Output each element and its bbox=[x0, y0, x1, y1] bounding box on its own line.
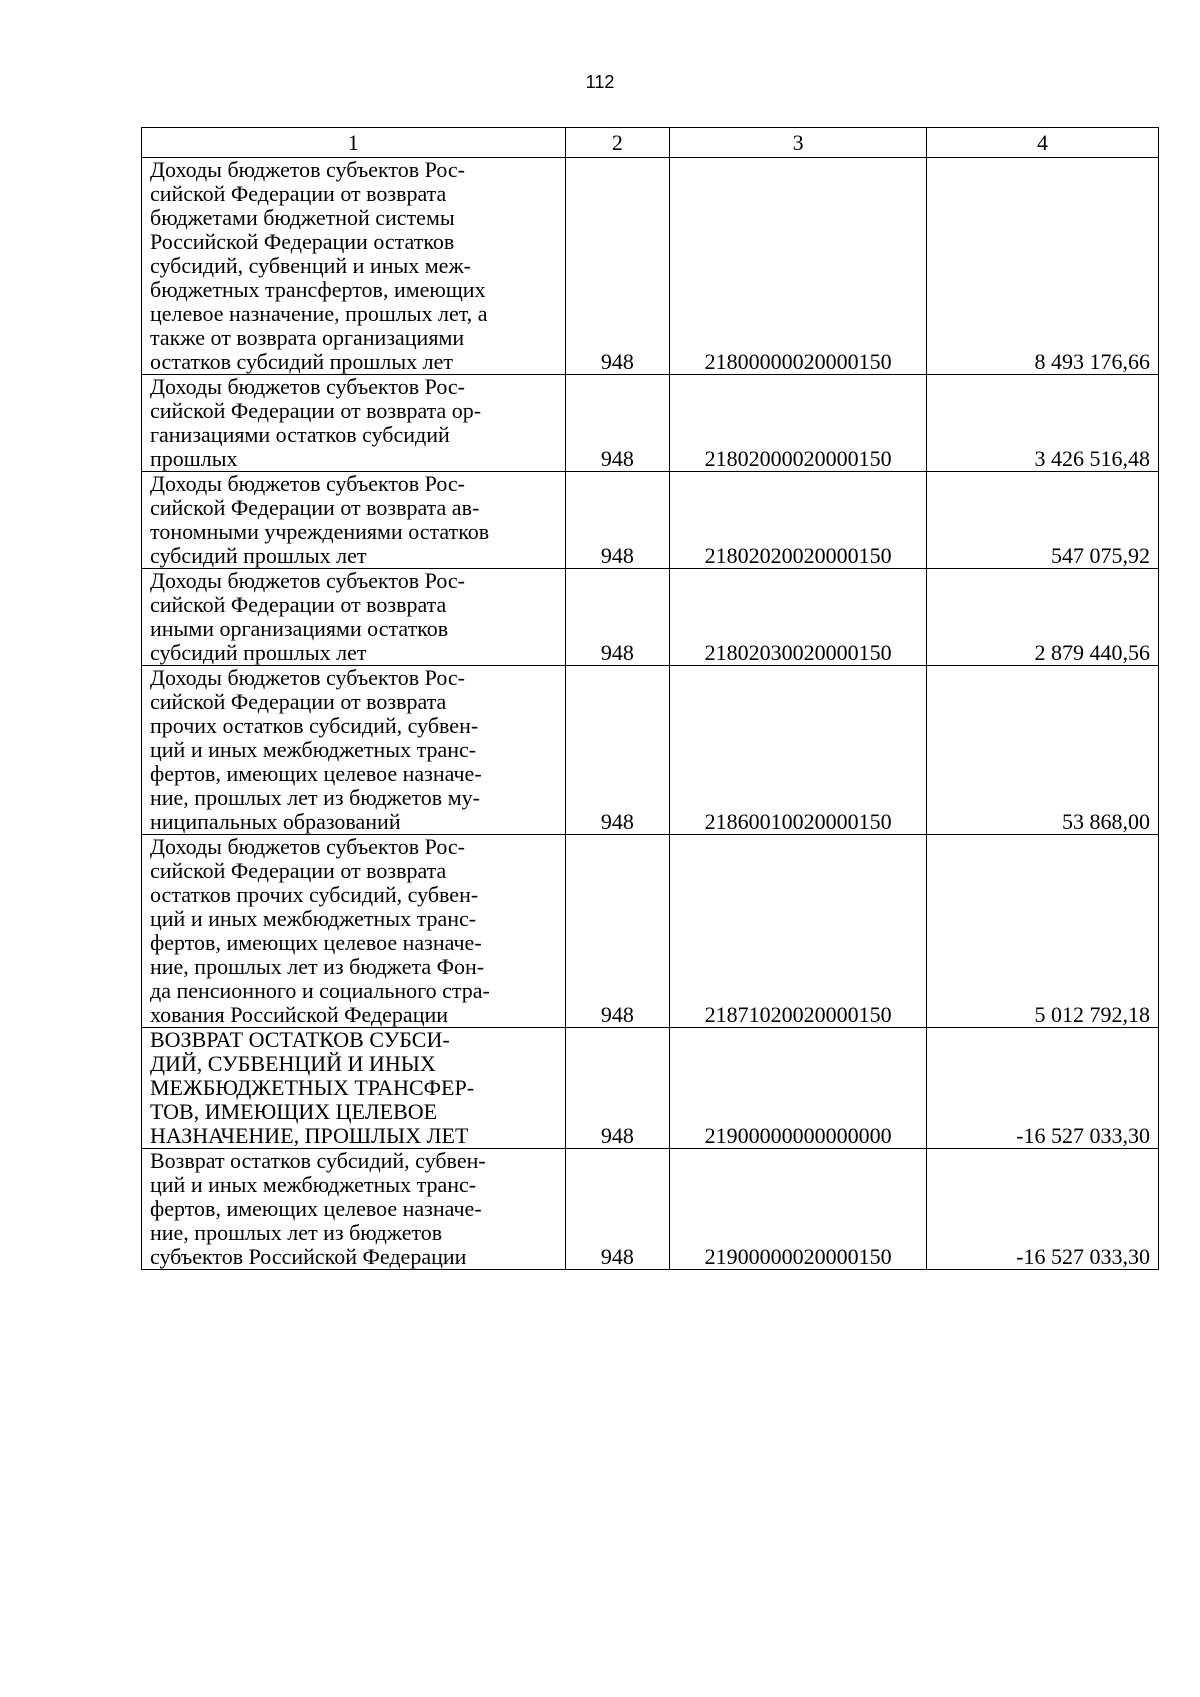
row-code-cell: 21871020020000150 bbox=[670, 835, 927, 1028]
table-row bbox=[142, 375, 1159, 472]
table-row bbox=[142, 472, 1159, 569]
row-code-cell: 21860010020000150 bbox=[670, 666, 927, 835]
row-name-cell: Доходы бюджетов субъектов Рос- сийской Федерации от возврата ав- тономными учреждениями остатков субсидий прошлых лет bbox=[142, 472, 566, 569]
row-admin-cell: 948 bbox=[565, 1149, 670, 1270]
row-name-cell: Доходы бюджетов субъектов Рос- сийской Федерации от возврата прочих остатков субсидий, субвен- ций и иных межбюджетных транс- фертов, имеющих целевое назначе- ние, прошлых лет из бюджетов му- ниципальных образований bbox=[142, 666, 566, 835]
row-admin-cell: 948 bbox=[565, 472, 670, 569]
header-row bbox=[142, 128, 1159, 158]
row-name-cell: Доходы бюджетов субъектов Рос- сийской Федерации от возврата бюджетами бюджетной системы Российской Федерации остатков субсидий, субвенций и иных меж- бюджетных трансфертов, имеющих целевое назначение, прошлых лет, а также от возврата организациями остатков субсидий прошлых лет bbox=[142, 158, 566, 375]
row-admin-cell: 948 bbox=[565, 1028, 670, 1149]
row-code-cell: 21802020020000150 bbox=[670, 472, 927, 569]
row-admin-cell: 948 bbox=[565, 569, 670, 666]
row-amount-cell: 8 493 176,66 bbox=[927, 158, 1159, 375]
table-row bbox=[142, 569, 1159, 666]
row-code-cell: 21802030020000150 bbox=[670, 569, 927, 666]
row-admin-cell: 948 bbox=[565, 835, 670, 1028]
row-name-cell: Доходы бюджетов субъектов Рос- сийской Федерации от возврата остатков прочих субсидий, субвен- ций и иных межбюджетных транс- фертов, имеющих целевое назначе- ние, прошлых лет из бюджета Фон- да пенсионного и социального стра- хования Российской Федерации bbox=[142, 835, 566, 1028]
budget-table bbox=[141, 127, 1159, 1270]
row-name-cell: Доходы бюджетов субъектов Рос- сийской Федерации от возврата ор- ганизациями остатков субсидий прошлых bbox=[142, 375, 566, 472]
column-header-4: 4 bbox=[927, 128, 1159, 158]
table-row bbox=[142, 158, 1159, 375]
column-header-2: 2 bbox=[565, 128, 670, 158]
row-name-cell: Возврат остатков субсидий, субвен- ций и иных межбюджетных транс- фертов, имеющих целевое назначе- ние, прошлых лет из бюджетов субъектов Российской Федерации bbox=[142, 1149, 566, 1270]
row-name-cell: ВОЗВРАТ ОСТАТКОВ СУБСИ- ДИЙ, СУБВЕНЦИЙ И ИНЫХ МЕЖБЮДЖЕТНЫХ ТРАНСФЕР- ТОВ, ИМЕЮЩИХ ЦЕЛЕВОЕ НАЗНАЧЕНИЕ, ПРОШЛЫХ ЛЕТ bbox=[142, 1028, 566, 1149]
row-admin-cell: 948 bbox=[565, 666, 670, 835]
row-admin-cell: 948 bbox=[565, 375, 670, 472]
table-body bbox=[142, 158, 1159, 1270]
table-row bbox=[142, 835, 1159, 1028]
page-number: 112 bbox=[585, 72, 615, 92]
row-amount-cell: 2 879 440,56 bbox=[927, 569, 1159, 666]
row-name-cell: Доходы бюджетов субъектов Рос- сийской Федерации от возврата иными организациями остатков субсидий прошлых лет bbox=[142, 569, 566, 666]
row-amount-cell: -16 527 033,30 bbox=[927, 1149, 1159, 1270]
row-amount-cell: -16 527 033,30 bbox=[927, 1028, 1159, 1149]
row-code-cell: 21900000020000150 bbox=[670, 1149, 927, 1270]
table-row bbox=[142, 1149, 1159, 1270]
row-code-cell: 21900000000000000 bbox=[670, 1028, 927, 1149]
column-header-1: 1 bbox=[142, 128, 566, 158]
row-code-cell: 21802000020000150 bbox=[670, 375, 927, 472]
table-header bbox=[142, 128, 1159, 158]
row-amount-cell: 53 868,00 bbox=[927, 666, 1159, 835]
row-code-cell: 21800000020000150 bbox=[670, 158, 927, 375]
row-amount-cell: 547 075,92 bbox=[927, 472, 1159, 569]
table-row bbox=[142, 666, 1159, 835]
row-amount-cell: 3 426 516,48 bbox=[927, 375, 1159, 472]
table-row bbox=[142, 1028, 1159, 1149]
row-admin-cell: 948 bbox=[565, 158, 670, 375]
column-header-3: 3 bbox=[670, 128, 927, 158]
row-amount-cell: 5 012 792,18 bbox=[927, 835, 1159, 1028]
